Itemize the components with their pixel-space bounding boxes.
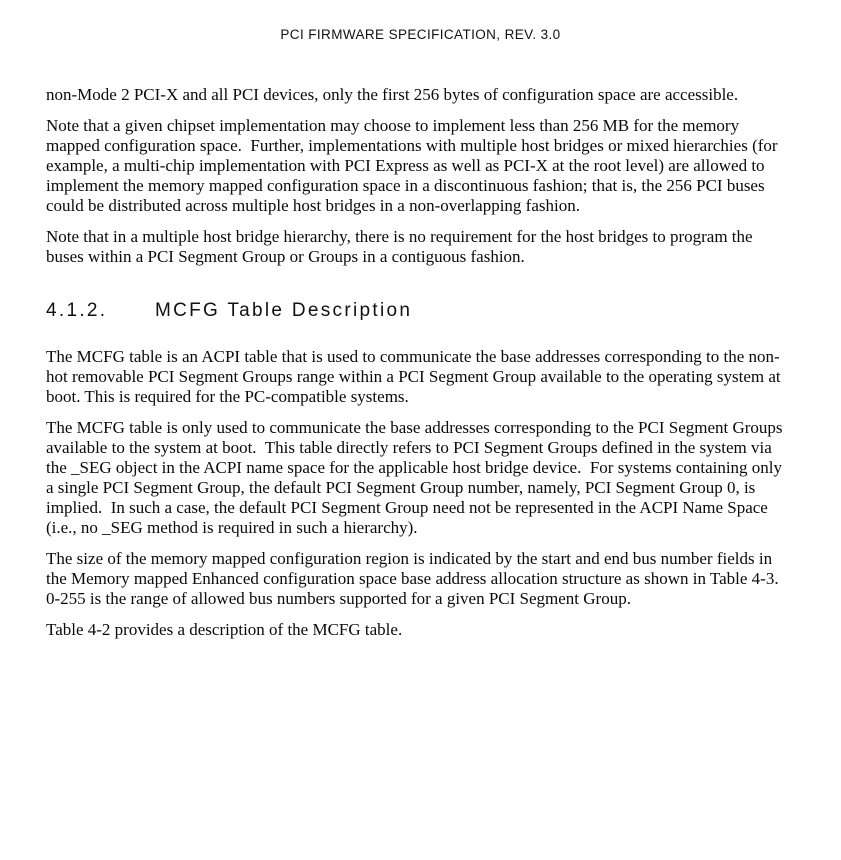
paragraph: Note that in a multiple host bridge hierarchy, there is no requirement for the host bridges to program the buses within a PCI Segment Group or Groups in a contiguous fashion.: [46, 227, 757, 266]
paragraph: The MCFG table is an ACPI table that is used to communicate the base addresses corresponding to the non-hot removable PCI Segment Groups range within a PCI Segment Group available to the operating system at boot. This is required for the PC-compatible systems.: [46, 347, 785, 406]
page-body: [46, 85, 793, 640]
section-title: MCFG Table Description: [155, 300, 413, 321]
page-header: PCI FIRMWARE SPECIFICATION, REV. 3.0: [280, 27, 561, 42]
paragraph: The size of the memory mapped configuration region is indicated by the start and end bus number fields in the Memory mapped Enhanced configuration space base address allocation structure as shown in Table 4-3. 0-255 is the range of allowed bus numbers supported for a given PCI Segment Group.: [46, 549, 788, 608]
section-heading: [46, 300, 793, 322]
paragraph: Note that a given chipset implementation may choose to implement less than 256 MB for the memory mapped configuration space. Further, implementations with multiple host bridges or mixed hierarchies (for example, a multi-chip implementation with PCI Express as well as PCI-X at the root level) are allowed to implement the memory mapped configuration space in a discontinuous fashion; that is, the 256 PCI buses could be distributed across multiple host bridges in a non-overlapping fashion.: [46, 116, 782, 215]
paragraph: non-Mode 2 PCI-X and all PCI devices, only the first 256 bytes of configuration space are accessible.: [46, 85, 739, 104]
paragraph: The MCFG table is only used to communicate the base addresses corresponding to the PCI Segment Groups available to the system at boot. This table directly refers to PCI Segment Groups defined in the system via the _SEG object in the ACPI name space for the applicable host bridge device. For systems containing only a single PCI Segment Group, the default PCI Segment Group number, namely, PCI Segment Group 0, is implied. In such a case, the default PCI Segment Group need not be represented in the ACPI Name Space (i.e., no _SEG method is required in such a hierarchy).: [46, 418, 787, 537]
section-number: 4.1.2.: [46, 300, 108, 321]
paragraph: Table 4-2 provides a description of the MCFG table.: [46, 620, 403, 639]
